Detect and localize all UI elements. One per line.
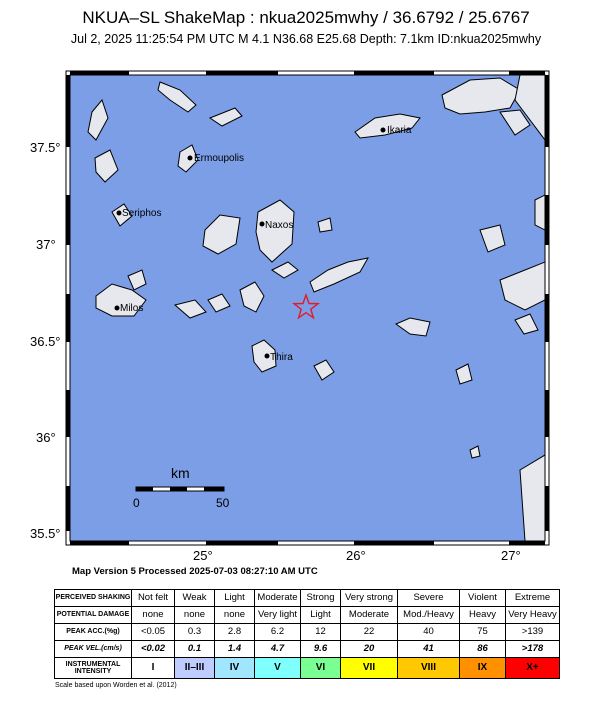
lat-label-35-5: 35.5° xyxy=(30,526,61,541)
lat-label-37: 37° xyxy=(36,237,56,252)
vel-cell: 0.1 xyxy=(175,641,215,658)
lon-label-25: 25° xyxy=(193,548,213,563)
damage-cell: none xyxy=(175,607,215,624)
place-thira: Thira xyxy=(270,352,293,363)
place-naxos: Naxos xyxy=(265,220,294,231)
shaking-cell: Not felt xyxy=(132,590,175,607)
shaking-cell: Strong xyxy=(301,590,341,607)
shaking-cell: Violent xyxy=(460,590,506,607)
damage-cell: Mod./Heavy xyxy=(398,607,460,624)
acc-cell: 2.8 xyxy=(215,624,255,641)
lat-label-36-5: 36.5° xyxy=(30,334,61,349)
place-seriphos: Seriphos xyxy=(122,208,162,219)
damage-cell: Very Heavy xyxy=(506,607,560,624)
acc-cell: 75 xyxy=(460,624,506,641)
damage-cell: Heavy xyxy=(460,607,506,624)
intensity-cell: I xyxy=(132,658,175,679)
vel-cell: 20 xyxy=(341,641,398,658)
intensity-cell: VIII xyxy=(398,658,460,679)
intensity-cell: X+ xyxy=(506,658,560,679)
seriphos-marker xyxy=(117,211,122,216)
row-vel xyxy=(55,641,560,658)
map-subtitle: Jul 2, 2025 11:25:54 PM UTC M 4.1 N36.68 E25.68 Depth: 7.1km ID:nkua2025mwhy xyxy=(70,32,542,46)
shaking-cell: Moderate xyxy=(255,590,301,607)
intensity-cell: VI xyxy=(301,658,341,679)
row-header: PERCEIVED SHAKING xyxy=(55,590,132,607)
vel-cell: 1.4 xyxy=(215,641,255,658)
place-ikaria: Ikaria xyxy=(387,125,412,136)
intensity-legend-table xyxy=(54,589,560,679)
vel-cell: 4.7 xyxy=(255,641,301,658)
naxos-marker xyxy=(260,222,265,227)
damage-cell: Light xyxy=(301,607,341,624)
vel-cell: 86 xyxy=(460,641,506,658)
acc-cell: 22 xyxy=(341,624,398,641)
place-ermoupolis: Ermoupolis xyxy=(194,153,245,164)
acc-cell: 12 xyxy=(301,624,341,641)
ikaria-marker xyxy=(381,128,386,133)
shaking-cell: Very strong xyxy=(341,590,398,607)
acc-cell: >139 xyxy=(506,624,560,641)
vel-cell: 41 xyxy=(398,641,460,658)
acc-cell: 6.2 xyxy=(255,624,301,641)
map-version: Map Version 5 Processed 2025-07-03 08:27:10 AM UTC xyxy=(72,566,318,577)
lat-label-37-5: 37.5° xyxy=(30,140,61,155)
scale-unit: km xyxy=(171,465,190,481)
acc-cell: 40 xyxy=(398,624,460,641)
acc-cell: <0.05 xyxy=(132,624,175,641)
row-damage xyxy=(55,607,560,624)
vel-cell: 9.6 xyxy=(301,641,341,658)
lon-label-27: 27° xyxy=(501,548,521,563)
row-header: INSTRUMENTAL INTENSITY xyxy=(55,658,132,679)
damage-cell: none xyxy=(132,607,175,624)
intensity-cell: IX xyxy=(460,658,506,679)
ermoupolis-marker xyxy=(188,156,193,161)
milos-marker xyxy=(115,306,120,311)
damage-cell: none xyxy=(215,607,255,624)
row-header: POTENTIAL DAMAGE xyxy=(55,607,132,624)
scale-credit: Scale based upon Worden et al. (2012) xyxy=(55,682,177,689)
scale-label-0: 0 xyxy=(133,496,140,510)
row-header: PEAK ACC.(%g) xyxy=(55,624,132,641)
row-intensity xyxy=(55,658,560,679)
vel-cell: <0.02 xyxy=(132,641,175,658)
intensity-cell: V xyxy=(255,658,301,679)
damage-cell: Moderate xyxy=(341,607,398,624)
shaking-cell: Extreme xyxy=(506,590,560,607)
row-header: PEAK VEL.(cm/s) xyxy=(55,641,132,658)
shaking-cell: Light xyxy=(215,590,255,607)
intensity-cell: IV xyxy=(215,658,255,679)
row-acc xyxy=(55,624,560,641)
thira-marker xyxy=(265,354,270,359)
intensity-cell: VII xyxy=(341,658,398,679)
lat-label-36: 36° xyxy=(36,430,56,445)
shaking-cell: Weak xyxy=(175,590,215,607)
lon-label-26: 26° xyxy=(346,548,366,563)
intensity-cell: II–III xyxy=(175,658,215,679)
row-shaking xyxy=(55,590,560,607)
scale-label-50: 50 xyxy=(216,496,230,510)
map-title: NKUA–SL ShakeMap : nkua2025mwhy / 36.6792 / 25.6767 xyxy=(82,8,530,27)
acc-cell: 0.3 xyxy=(175,624,215,641)
vel-cell: >178 xyxy=(506,641,560,658)
place-milos: Milos xyxy=(120,303,144,314)
damage-cell: Very light xyxy=(255,607,301,624)
shaking-cell: Severe xyxy=(398,590,460,607)
